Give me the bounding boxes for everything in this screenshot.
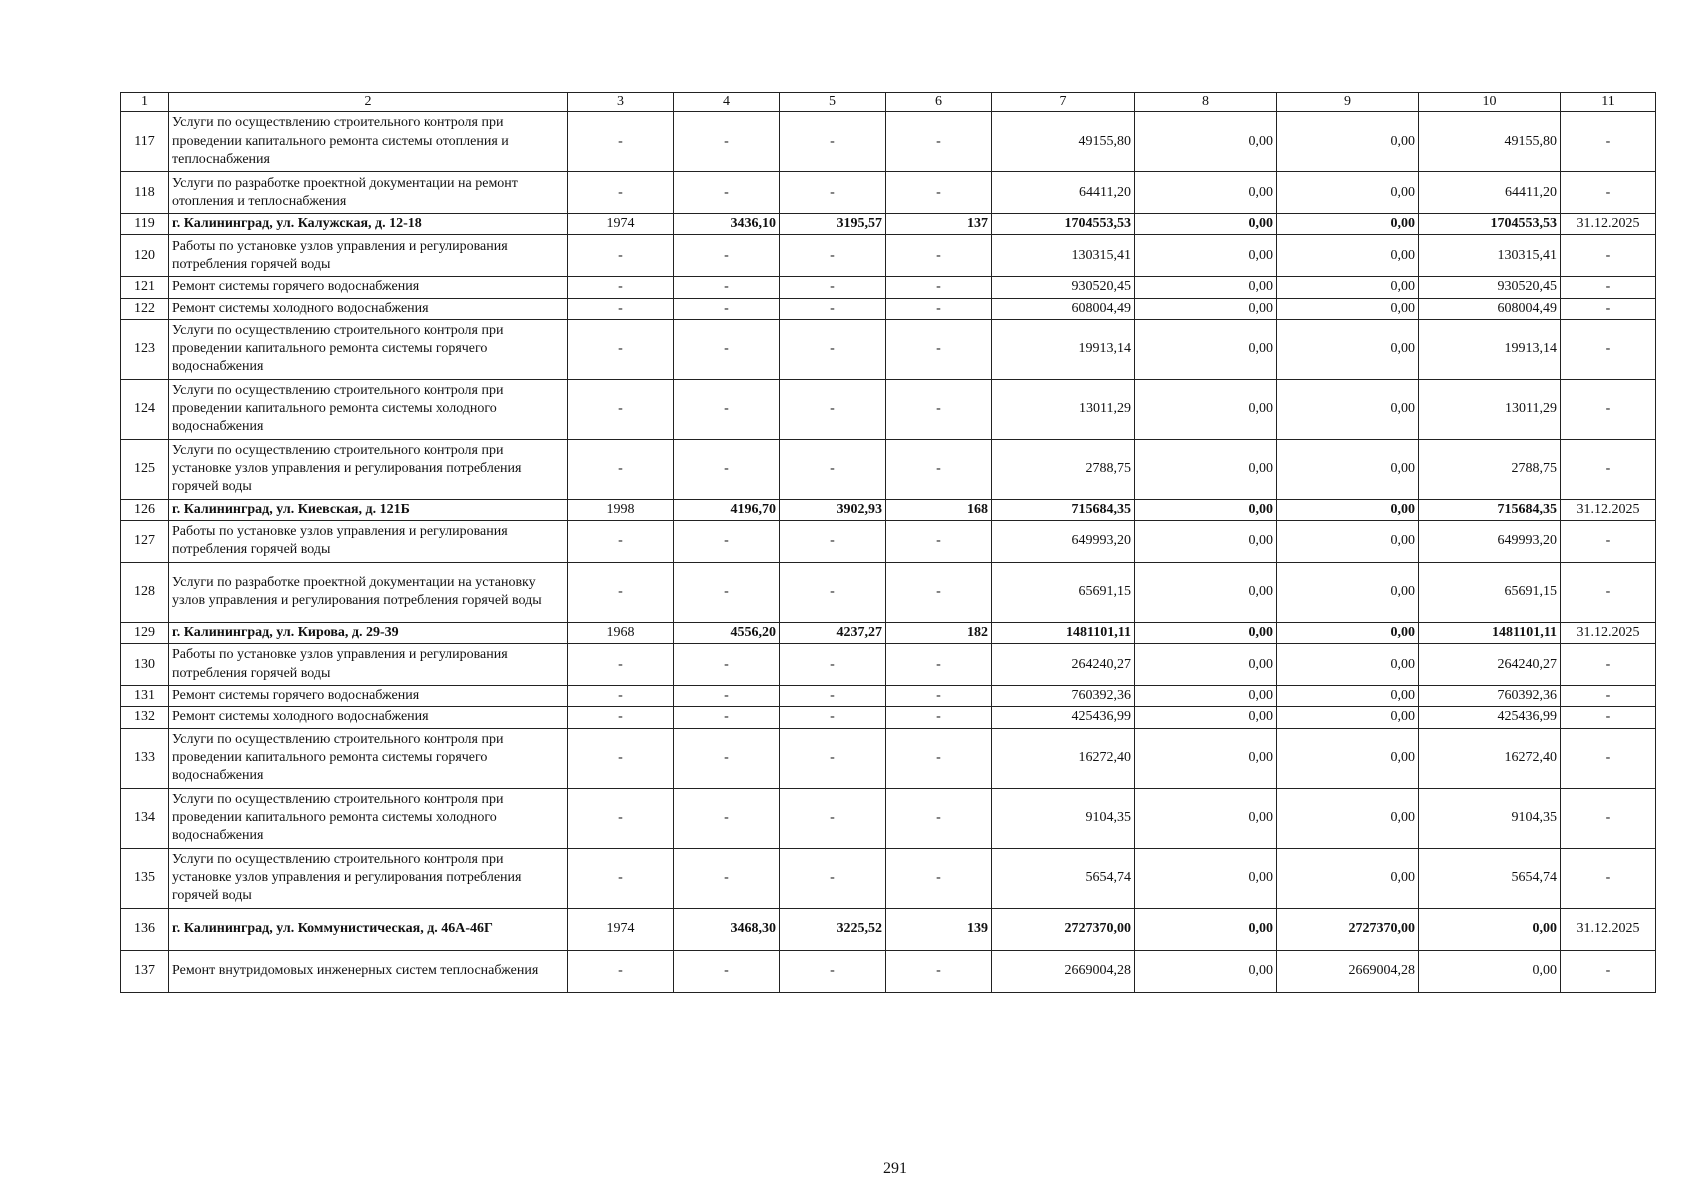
total-cost-cell: 2669004,28 (992, 950, 1135, 992)
subsidy-cost-cell: 0,00 (1277, 379, 1419, 439)
table-row (121, 848, 1656, 908)
table-row (121, 562, 1656, 622)
fund-cost-cell: 0,00 (1135, 499, 1277, 520)
work-name-cell: Работы по установке узлов управления и регулирования потребления горячей воды (169, 235, 568, 277)
living-area-cell: - (780, 439, 886, 499)
year-cell: - (568, 235, 674, 277)
row-number-cell: 117 (121, 112, 169, 172)
work-name-cell: Услуги по осуществлению строительного контроля при проведении капитального ремонта системы отопления и теплоснабжения (169, 112, 568, 172)
row-number-cell: 120 (121, 235, 169, 277)
owners-cost-cell: 64411,20 (1419, 172, 1561, 214)
year-cell: - (568, 950, 674, 992)
work-name-cell: Работы по установке узлов управления и регулирования потребления горячей воды (169, 520, 568, 562)
living-area-cell: 3225,52 (780, 908, 886, 950)
column-number-header: 11 (1561, 93, 1656, 112)
residents-cell: 168 (886, 499, 992, 520)
owners-cost-cell: 0,00 (1419, 950, 1561, 992)
table-header-row (121, 93, 1656, 112)
address-row (121, 622, 1656, 643)
subsidy-cost-cell: 0,00 (1277, 707, 1419, 728)
fund-cost-cell: 0,00 (1135, 520, 1277, 562)
column-number-header: 10 (1419, 93, 1561, 112)
total-area-cell: - (674, 728, 780, 788)
work-name-cell: Услуги по осуществлению строительного контроля при установке узлов управления и регулирования потребления горячей воды (169, 439, 568, 499)
total-cost-cell: 715684,35 (992, 499, 1135, 520)
page-number: 291 (883, 1160, 907, 1177)
residents-cell: - (886, 728, 992, 788)
living-area-cell: - (780, 788, 886, 848)
work-name-cell: Услуги по осуществлению строительного контроля при проведении капитального ремонта системы горячего водоснабжения (169, 728, 568, 788)
total-area-cell: - (674, 686, 780, 707)
work-name-cell: г. Калининград, ул. Киевская, д. 121Б (169, 499, 568, 520)
total-cost-cell: 1481101,11 (992, 622, 1135, 643)
year-cell: - (568, 848, 674, 908)
year-cell: - (568, 439, 674, 499)
owners-cost-cell: 5654,74 (1419, 848, 1561, 908)
fund-cost-cell: 0,00 (1135, 235, 1277, 277)
row-number-cell: 123 (121, 319, 169, 379)
living-area-cell: - (780, 950, 886, 992)
table-body (121, 112, 1656, 992)
work-name-cell: Услуги по осуществлению строительного контроля при установке узлов управления и регулирования потребления горячей воды (169, 848, 568, 908)
deadline-cell: - (1561, 235, 1656, 277)
column-number-header: 4 (674, 93, 780, 112)
row-number-cell: 131 (121, 686, 169, 707)
year-cell: - (568, 319, 674, 379)
work-name-cell: Ремонт системы холодного водоснабжения (169, 298, 568, 319)
living-area-cell: - (780, 235, 886, 277)
work-name-cell: Работы по установке узлов управления и регулирования потребления горячей воды (169, 644, 568, 686)
deadline-cell: - (1561, 707, 1656, 728)
work-name-cell: Ремонт системы холодного водоснабжения (169, 707, 568, 728)
subsidy-cost-cell: 0,00 (1277, 848, 1419, 908)
column-number-header: 3 (568, 93, 674, 112)
total-cost-cell: 608004,49 (992, 298, 1135, 319)
year-cell: - (568, 728, 674, 788)
work-name-cell: Услуги по разработке проектной документации на установку узлов управления и регулирования потребления горячей воды (169, 562, 568, 622)
table-row (121, 439, 1656, 499)
year-cell: - (568, 379, 674, 439)
total-area-cell: - (674, 172, 780, 214)
subsidy-cost-cell: 0,00 (1277, 319, 1419, 379)
living-area-cell: - (780, 112, 886, 172)
residents-cell: 182 (886, 622, 992, 643)
residents-cell: - (886, 950, 992, 992)
fund-cost-cell: 0,00 (1135, 112, 1277, 172)
subsidy-cost-cell: 0,00 (1277, 728, 1419, 788)
total-area-cell: - (674, 950, 780, 992)
table-row (121, 298, 1656, 319)
total-area-cell: 4196,70 (674, 499, 780, 520)
residents-cell: - (886, 235, 992, 277)
row-number-cell: 121 (121, 277, 169, 298)
deadline-cell: - (1561, 298, 1656, 319)
owners-cost-cell: 2788,75 (1419, 439, 1561, 499)
fund-cost-cell: 0,00 (1135, 214, 1277, 235)
row-number-cell: 135 (121, 848, 169, 908)
total-area-cell: - (674, 644, 780, 686)
total-cost-cell: 649993,20 (992, 520, 1135, 562)
fund-cost-cell: 0,00 (1135, 562, 1277, 622)
residents-cell: - (886, 562, 992, 622)
owners-cost-cell: 930520,45 (1419, 277, 1561, 298)
total-area-cell: - (674, 707, 780, 728)
subsidy-cost-cell: 0,00 (1277, 644, 1419, 686)
subsidy-cost-cell: 0,00 (1277, 439, 1419, 499)
total-area-cell: - (674, 788, 780, 848)
fund-cost-cell: 0,00 (1135, 172, 1277, 214)
residents-cell: - (886, 439, 992, 499)
works-table (120, 92, 1656, 993)
deadline-cell: - (1561, 172, 1656, 214)
total-area-cell: - (674, 562, 780, 622)
deadline-cell: - (1561, 520, 1656, 562)
subsidy-cost-cell: 0,00 (1277, 214, 1419, 235)
work-name-cell: Ремонт системы горячего водоснабжения (169, 686, 568, 707)
deadline-cell: 31.12.2025 (1561, 499, 1656, 520)
year-cell: - (568, 112, 674, 172)
table-row (121, 172, 1656, 214)
address-row (121, 908, 1656, 950)
deadline-cell: - (1561, 644, 1656, 686)
column-number-header: 2 (169, 93, 568, 112)
total-area-cell: 3468,30 (674, 908, 780, 950)
work-name-cell: Услуги по осуществлению строительного контроля при проведении капитального ремонта системы горячего водоснабжения (169, 319, 568, 379)
subsidy-cost-cell: 2727370,00 (1277, 908, 1419, 950)
residents-cell: - (886, 686, 992, 707)
total-cost-cell: 2727370,00 (992, 908, 1135, 950)
living-area-cell: - (780, 520, 886, 562)
table-row (121, 112, 1656, 172)
subsidy-cost-cell: 0,00 (1277, 235, 1419, 277)
address-row (121, 214, 1656, 235)
fund-cost-cell: 0,00 (1135, 848, 1277, 908)
residents-cell: - (886, 848, 992, 908)
year-cell: - (568, 277, 674, 298)
total-cost-cell: 264240,27 (992, 644, 1135, 686)
deadline-cell: - (1561, 319, 1656, 379)
row-number-cell: 130 (121, 644, 169, 686)
fund-cost-cell: 0,00 (1135, 788, 1277, 848)
subsidy-cost-cell: 0,00 (1277, 788, 1419, 848)
work-name-cell: Услуги по разработке проектной документации на ремонт отопления и теплоснабжения (169, 172, 568, 214)
total-cost-cell: 19913,14 (992, 319, 1135, 379)
total-area-cell: - (674, 277, 780, 298)
table-row (121, 707, 1656, 728)
table-row (121, 235, 1656, 277)
total-area-cell: - (674, 319, 780, 379)
residents-cell: - (886, 707, 992, 728)
owners-cost-cell: 715684,35 (1419, 499, 1561, 520)
row-number-cell: 133 (121, 728, 169, 788)
subsidy-cost-cell: 0,00 (1277, 622, 1419, 643)
column-number-header: 8 (1135, 93, 1277, 112)
work-name-cell: Ремонт внутридомовых инженерных систем теплоснабжения (169, 950, 568, 992)
fund-cost-cell: 0,00 (1135, 908, 1277, 950)
work-name-cell: Услуги по осуществлению строительного контроля при проведении капитального ремонта системы холодного водоснабжения (169, 788, 568, 848)
total-cost-cell: 1704553,53 (992, 214, 1135, 235)
deadline-cell: - (1561, 788, 1656, 848)
deadline-cell: 31.12.2025 (1561, 214, 1656, 235)
total-cost-cell: 13011,29 (992, 379, 1135, 439)
deadline-cell: - (1561, 277, 1656, 298)
row-number-cell: 119 (121, 214, 169, 235)
subsidy-cost-cell: 0,00 (1277, 112, 1419, 172)
owners-cost-cell: 649993,20 (1419, 520, 1561, 562)
total-area-cell: - (674, 439, 780, 499)
subsidy-cost-cell: 0,00 (1277, 172, 1419, 214)
living-area-cell: - (780, 277, 886, 298)
total-cost-cell: 64411,20 (992, 172, 1135, 214)
residents-cell: - (886, 520, 992, 562)
table-row (121, 788, 1656, 848)
fund-cost-cell: 0,00 (1135, 644, 1277, 686)
total-cost-cell: 9104,35 (992, 788, 1135, 848)
subsidy-cost-cell: 0,00 (1277, 562, 1419, 622)
fund-cost-cell: 0,00 (1135, 622, 1277, 643)
column-number-header: 1 (121, 93, 169, 112)
work-name-cell: Ремонт системы горячего водоснабжения (169, 277, 568, 298)
year-cell: - (568, 172, 674, 214)
year-cell: 1974 (568, 908, 674, 950)
owners-cost-cell: 65691,15 (1419, 562, 1561, 622)
year-cell: - (568, 686, 674, 707)
year-cell: 1974 (568, 214, 674, 235)
row-number-cell: 127 (121, 520, 169, 562)
fund-cost-cell: 0,00 (1135, 319, 1277, 379)
deadline-cell: - (1561, 950, 1656, 992)
residents-cell: - (886, 112, 992, 172)
address-row (121, 499, 1656, 520)
fund-cost-cell: 0,00 (1135, 728, 1277, 788)
table-row (121, 379, 1656, 439)
owners-cost-cell: 608004,49 (1419, 298, 1561, 319)
total-cost-cell: 2788,75 (992, 439, 1135, 499)
residents-cell: - (886, 319, 992, 379)
year-cell: 1998 (568, 499, 674, 520)
residents-cell: - (886, 172, 992, 214)
total-cost-cell: 49155,80 (992, 112, 1135, 172)
table-row (121, 520, 1656, 562)
deadline-cell: 31.12.2025 (1561, 908, 1656, 950)
row-number-cell: 129 (121, 622, 169, 643)
living-area-cell: - (780, 562, 886, 622)
residents-cell: 137 (886, 214, 992, 235)
owners-cost-cell: 264240,27 (1419, 644, 1561, 686)
living-area-cell: - (780, 728, 886, 788)
total-area-cell: 4556,20 (674, 622, 780, 643)
row-number-cell: 136 (121, 908, 169, 950)
column-number-header: 7 (992, 93, 1135, 112)
deadline-cell: - (1561, 848, 1656, 908)
living-area-cell: - (780, 319, 886, 379)
residents-cell: - (886, 277, 992, 298)
total-area-cell: - (674, 112, 780, 172)
total-area-cell: - (674, 848, 780, 908)
row-number-cell: 132 (121, 707, 169, 728)
total-area-cell: - (674, 520, 780, 562)
row-number-cell: 137 (121, 950, 169, 992)
work-name-cell: Услуги по осуществлению строительного контроля при проведении капитального ремонта системы холодного водоснабжения (169, 379, 568, 439)
total-area-cell: - (674, 379, 780, 439)
owners-cost-cell: 19913,14 (1419, 319, 1561, 379)
column-number-header: 6 (886, 93, 992, 112)
living-area-cell: 3195,57 (780, 214, 886, 235)
subsidy-cost-cell: 0,00 (1277, 499, 1419, 520)
total-area-cell: - (674, 298, 780, 319)
deadline-cell: - (1561, 728, 1656, 788)
subsidy-cost-cell: 0,00 (1277, 298, 1419, 319)
residents-cell: - (886, 644, 992, 686)
deadline-cell: - (1561, 379, 1656, 439)
work-name-cell: г. Калининград, ул. Калужская, д. 12-18 (169, 214, 568, 235)
fund-cost-cell: 0,00 (1135, 439, 1277, 499)
total-cost-cell: 65691,15 (992, 562, 1135, 622)
year-cell: - (568, 788, 674, 848)
total-area-cell: - (674, 235, 780, 277)
row-number-cell: 134 (121, 788, 169, 848)
table-row (121, 728, 1656, 788)
owners-cost-cell: 13011,29 (1419, 379, 1561, 439)
fund-cost-cell: 0,00 (1135, 277, 1277, 298)
fund-cost-cell: 0,00 (1135, 707, 1277, 728)
row-number-cell: 124 (121, 379, 169, 439)
row-number-cell: 126 (121, 499, 169, 520)
total-cost-cell: 5654,74 (992, 848, 1135, 908)
table-row (121, 644, 1656, 686)
column-number-header: 9 (1277, 93, 1419, 112)
total-cost-cell: 760392,36 (992, 686, 1135, 707)
owners-cost-cell: 130315,41 (1419, 235, 1561, 277)
living-area-cell: - (780, 848, 886, 908)
deadline-cell: - (1561, 112, 1656, 172)
fund-cost-cell: 0,00 (1135, 686, 1277, 707)
residents-cell: - (886, 379, 992, 439)
total-area-cell: 3436,10 (674, 214, 780, 235)
year-cell: 1968 (568, 622, 674, 643)
residents-cell: 139 (886, 908, 992, 950)
total-cost-cell: 930520,45 (992, 277, 1135, 298)
owners-cost-cell: 49155,80 (1419, 112, 1561, 172)
total-cost-cell: 16272,40 (992, 728, 1135, 788)
owners-cost-cell: 16272,40 (1419, 728, 1561, 788)
living-area-cell: - (780, 298, 886, 319)
deadline-cell: 31.12.2025 (1561, 622, 1656, 643)
subsidy-cost-cell: 0,00 (1277, 277, 1419, 298)
living-area-cell: - (780, 707, 886, 728)
deadline-cell: - (1561, 562, 1656, 622)
deadline-cell: - (1561, 686, 1656, 707)
row-number-cell: 118 (121, 172, 169, 214)
fund-cost-cell: 0,00 (1135, 379, 1277, 439)
row-number-cell: 128 (121, 562, 169, 622)
living-area-cell: - (780, 644, 886, 686)
fund-cost-cell: 0,00 (1135, 950, 1277, 992)
owners-cost-cell: 1704553,53 (1419, 214, 1561, 235)
residents-cell: - (886, 788, 992, 848)
subsidy-cost-cell: 2669004,28 (1277, 950, 1419, 992)
living-area-cell: - (780, 379, 886, 439)
owners-cost-cell: 0,00 (1419, 908, 1561, 950)
owners-cost-cell: 425436,99 (1419, 707, 1561, 728)
owners-cost-cell: 1481101,11 (1419, 622, 1561, 643)
total-cost-cell: 425436,99 (992, 707, 1135, 728)
owners-cost-cell: 760392,36 (1419, 686, 1561, 707)
owners-cost-cell: 9104,35 (1419, 788, 1561, 848)
year-cell: - (568, 520, 674, 562)
table-row (121, 686, 1656, 707)
table-row (121, 319, 1656, 379)
row-number-cell: 125 (121, 439, 169, 499)
total-cost-cell: 130315,41 (992, 235, 1135, 277)
table-row (121, 277, 1656, 298)
deadline-cell: - (1561, 439, 1656, 499)
year-cell: - (568, 644, 674, 686)
year-cell: - (568, 707, 674, 728)
row-number-cell: 122 (121, 298, 169, 319)
living-area-cell: - (780, 686, 886, 707)
subsidy-cost-cell: 0,00 (1277, 520, 1419, 562)
living-area-cell: 3902,93 (780, 499, 886, 520)
work-name-cell: г. Калининград, ул. Коммунистическая, д. 46А-46Г (169, 908, 568, 950)
residents-cell: - (886, 298, 992, 319)
column-number-header: 5 (780, 93, 886, 112)
subsidy-cost-cell: 0,00 (1277, 686, 1419, 707)
living-area-cell: 4237,27 (780, 622, 886, 643)
work-name-cell: г. Калининград, ул. Кирова, д. 29-39 (169, 622, 568, 643)
living-area-cell: - (780, 172, 886, 214)
table-row (121, 950, 1656, 992)
fund-cost-cell: 0,00 (1135, 298, 1277, 319)
year-cell: - (568, 562, 674, 622)
year-cell: - (568, 298, 674, 319)
